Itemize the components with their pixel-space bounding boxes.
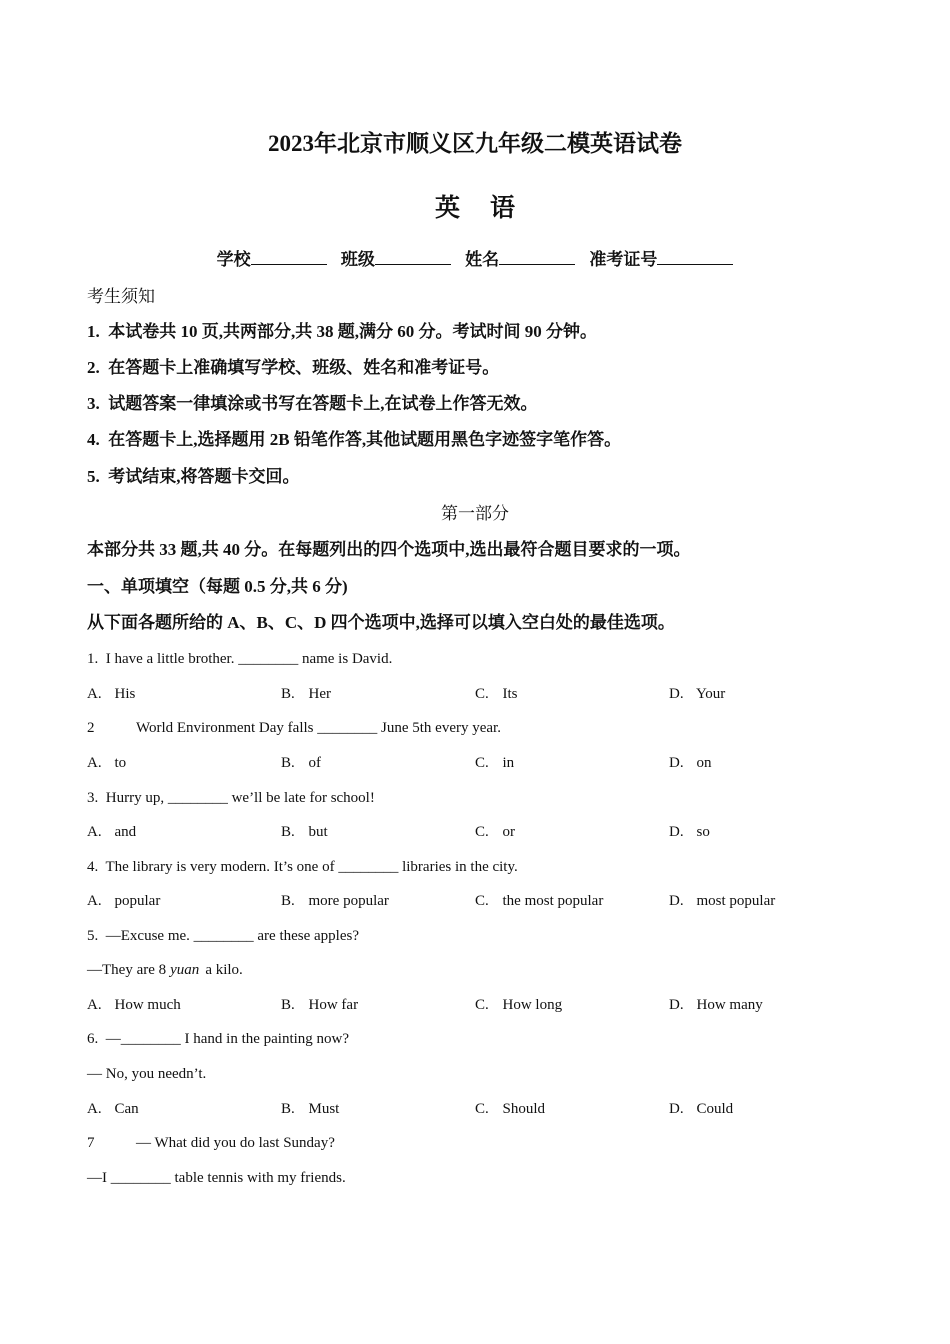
question-number: 1.	[87, 651, 99, 667]
name-blank[interactable]	[499, 248, 575, 265]
option-text: the most popular	[502, 893, 604, 909]
question-reply	[87, 960, 243, 980]
option-text: His	[114, 686, 136, 702]
option-label: C.	[475, 1101, 489, 1117]
option-label: C.	[475, 824, 489, 840]
option-c[interactable]	[475, 822, 515, 842]
question-text: I have a little brother. ________ name is David.	[105, 651, 393, 667]
notice-item-text: 本试卷共 10 页,共两部分,共 38 题,满分 60 分。考试时间 90 分钟。	[108, 322, 597, 341]
exam-title: 2023年北京市顺义区九年级二模英语试卷	[268, 131, 682, 156]
option-text: Your	[695, 686, 726, 702]
option-text: most popular	[696, 893, 776, 909]
option-label: B.	[281, 893, 295, 909]
option-label: B.	[281, 1101, 295, 1117]
option-c[interactable]	[475, 1099, 545, 1119]
question-number: 6.	[87, 1031, 99, 1047]
question-text: Hurry up, ________ we’ll be late for school!	[105, 790, 375, 806]
option-label: B.	[281, 997, 295, 1013]
notice-item-number: 4.	[87, 430, 100, 449]
option-text: on	[696, 755, 712, 771]
option-text: in	[502, 755, 515, 771]
option-text: Her	[308, 686, 331, 702]
option-d[interactable]	[669, 684, 725, 704]
option-label: A.	[87, 997, 102, 1013]
question-stem	[87, 1133, 335, 1153]
question-text: The library is very modern. It’s one of ________ libraries in the city.	[105, 859, 518, 875]
option-text: and	[114, 824, 137, 840]
question-stem	[87, 926, 359, 946]
option-label: A.	[87, 1101, 102, 1117]
question-text: World Environment Day falls ________ June 5th every year.	[136, 720, 501, 736]
option-text: Must	[308, 1101, 340, 1117]
question-stem	[87, 718, 501, 738]
question-number: 2	[87, 720, 95, 736]
notice-item	[87, 429, 621, 451]
reply-text-end: a kilo.	[205, 962, 243, 978]
option-text: How much	[114, 997, 181, 1013]
option-a[interactable]	[87, 753, 126, 773]
option-label: D.	[669, 997, 684, 1013]
option-a[interactable]	[87, 822, 136, 842]
question-text: —Excuse me. ________ are these apples?	[105, 928, 359, 944]
notice-item	[87, 357, 499, 379]
option-text: popular	[114, 893, 161, 909]
option-text: Should	[502, 1101, 546, 1117]
question-number: 3.	[87, 790, 99, 806]
reply-text-start: —They are 8	[87, 962, 167, 978]
section-title: 一、单项填空（每题 0.5 分,共 6 分)	[87, 577, 348, 596]
notice-heading: 考生须知	[87, 287, 155, 306]
notice-item	[87, 466, 300, 488]
question-text: — What did you do last Sunday?	[136, 1135, 335, 1151]
school-blank[interactable]	[251, 248, 327, 265]
option-text: but	[308, 824, 328, 840]
option-a[interactable]	[87, 891, 160, 911]
notice-item-number: 3.	[87, 394, 100, 413]
notice-item	[87, 393, 538, 415]
option-text: How far	[308, 997, 359, 1013]
option-label: B.	[281, 686, 295, 702]
option-text: more popular	[308, 893, 389, 909]
option-d[interactable]	[669, 891, 775, 911]
option-label: C.	[475, 755, 489, 771]
option-text: or	[502, 824, 515, 840]
option-text: Could	[696, 1101, 734, 1117]
question-number: 5.	[87, 928, 99, 944]
option-text: How long	[502, 997, 563, 1013]
name-label: 姓名	[465, 250, 500, 269]
option-text: Can	[114, 1101, 139, 1117]
option-label: A.	[87, 893, 102, 909]
option-b[interactable]	[281, 684, 331, 704]
class-field	[341, 248, 451, 271]
option-label: D.	[669, 1101, 684, 1117]
notice-item-text: 试题答案一律填涂或书写在答题卡上,在试卷上作答无效。	[108, 394, 538, 413]
option-label: D.	[669, 755, 684, 771]
option-b[interactable]	[281, 1099, 339, 1119]
option-c[interactable]	[475, 995, 562, 1015]
option-label: A.	[87, 755, 102, 771]
subject-heading: 英语	[434, 195, 545, 222]
option-text: Its	[502, 686, 518, 702]
option-b[interactable]	[281, 753, 321, 773]
option-label: A.	[87, 824, 102, 840]
notice-item-text: 考试结束,将答题卡交回。	[108, 467, 300, 486]
question-stem	[87, 857, 518, 877]
exam-number-field	[589, 248, 733, 271]
question-stem	[87, 788, 375, 808]
notice-item-number: 5.	[87, 467, 100, 486]
class-blank[interactable]	[375, 248, 451, 265]
option-label: C.	[475, 893, 489, 909]
question-number: 4.	[87, 859, 99, 875]
option-label: C.	[475, 997, 489, 1013]
option-label: A.	[87, 686, 102, 702]
exam-number-label: 准考证号	[589, 250, 658, 269]
part-one-intro: 本部分共 33 题,共 40 分。在每题列出的四个选项中,选出最符合题目要求的一项。	[87, 540, 691, 559]
notice-item-text: 在答题卡上,选择题用 2B 铅笔作答,其他试题用黑色字迹签字笔作答。	[108, 430, 622, 449]
question-stem	[87, 1029, 349, 1049]
option-label: C.	[475, 686, 489, 702]
option-label: B.	[281, 824, 295, 840]
section-instruction: 从下面各题所给的 A、B、C、D 四个选项中,选择可以填入空白处的最佳选项。	[87, 613, 675, 632]
question-reply: — No, you needn’t.	[87, 1066, 207, 1082]
option-d[interactable]	[669, 995, 763, 1015]
notice-item-number: 2.	[87, 358, 100, 377]
option-label: D.	[669, 824, 684, 840]
question-reply: —I ________ table tennis with my friends.	[87, 1170, 346, 1186]
class-label: 班级	[340, 250, 375, 269]
option-c[interactable]	[475, 753, 514, 773]
student-info-row	[0, 248, 950, 271]
option-d[interactable]	[669, 753, 712, 773]
option-c[interactable]	[475, 684, 518, 704]
reply-italic-word: yuan	[170, 962, 200, 978]
option-text: How many	[696, 997, 763, 1013]
school-field	[217, 248, 327, 271]
option-text: to	[114, 755, 127, 771]
exam-number-blank[interactable]	[657, 248, 733, 265]
option-b[interactable]	[281, 995, 358, 1015]
question-stem	[87, 649, 392, 669]
notice-item-text: 在答题卡上准确填写学校、班级、姓名和准考证号。	[108, 358, 500, 377]
option-a[interactable]	[87, 995, 181, 1015]
option-b[interactable]	[281, 891, 389, 911]
option-a[interactable]	[87, 1099, 139, 1119]
option-label: B.	[281, 755, 295, 771]
notice-item	[87, 321, 597, 343]
option-label: D.	[669, 893, 684, 909]
option-label: D.	[669, 686, 684, 702]
question-text: —________ I hand in the painting now?	[105, 1031, 350, 1047]
option-d[interactable]	[669, 822, 710, 842]
option-d[interactable]	[669, 1099, 733, 1119]
option-text: so	[696, 824, 710, 840]
part-one-heading: 第一部分	[441, 504, 509, 523]
notice-item-number: 1.	[87, 322, 100, 341]
option-c[interactable]	[475, 891, 603, 911]
option-b[interactable]	[281, 822, 328, 842]
name-field	[465, 248, 575, 271]
school-label: 学校	[216, 250, 251, 269]
option-text: of	[308, 755, 321, 771]
question-number: 7	[87, 1135, 95, 1151]
option-a[interactable]	[87, 684, 135, 704]
